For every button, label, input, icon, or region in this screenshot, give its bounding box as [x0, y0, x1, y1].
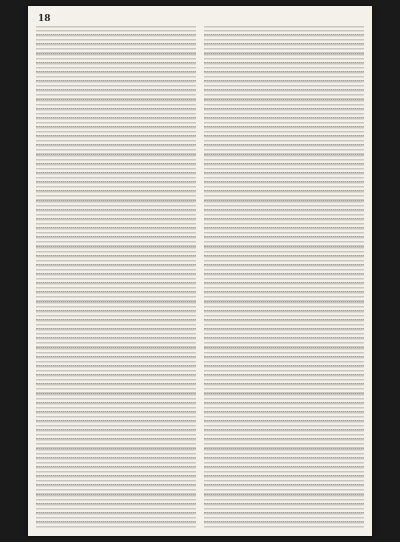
two-column-body [36, 26, 364, 530]
list-entry [36, 191, 196, 200]
list-entry [36, 90, 196, 99]
list-entry [36, 292, 196, 301]
list-entry [36, 384, 196, 393]
list-entry [204, 118, 364, 127]
list-entry [36, 449, 196, 458]
list-entry [36, 421, 196, 430]
list-entry [204, 72, 364, 81]
list-entry [204, 430, 364, 439]
list-entry [36, 485, 196, 494]
list-entry [204, 412, 364, 421]
list-entry [36, 274, 196, 283]
list-entry [204, 90, 364, 99]
list-entry [36, 476, 196, 485]
list-entry [204, 292, 364, 301]
list-entry [36, 219, 196, 228]
list-entry [36, 145, 196, 154]
list-entry [36, 522, 196, 530]
list-entry [204, 182, 364, 191]
list-entry [36, 81, 196, 90]
list-entry [36, 35, 196, 44]
list-entry [204, 136, 364, 145]
list-entry [36, 412, 196, 421]
list-entry [36, 54, 196, 63]
list-entry [204, 283, 364, 292]
list-entry [204, 63, 364, 72]
list-entry [36, 228, 196, 237]
list-entry [204, 100, 364, 109]
list-entry [36, 495, 196, 504]
list-entry [36, 256, 196, 265]
document-page [28, 6, 372, 536]
list-entry [36, 118, 196, 127]
list-entry [36, 182, 196, 191]
list-entry [36, 338, 196, 347]
list-entry [204, 26, 364, 35]
list-entry [204, 228, 364, 237]
list-entry [36, 375, 196, 384]
list-entry [36, 164, 196, 173]
list-entry [36, 439, 196, 448]
list-entry [204, 522, 364, 530]
list-entry [204, 476, 364, 485]
list-entry [204, 384, 364, 393]
list-entry [204, 191, 364, 200]
list-entry [204, 155, 364, 164]
list-entry [204, 54, 364, 63]
list-entry [36, 458, 196, 467]
list-entry [204, 439, 364, 448]
list-entry [204, 467, 364, 476]
list-entry [204, 81, 364, 90]
list-entry [36, 394, 196, 403]
list-entry [204, 513, 364, 522]
list-entry [36, 504, 196, 513]
list-entry [204, 357, 364, 366]
list-entry [204, 504, 364, 513]
list-entry [36, 127, 196, 136]
list-entry [36, 173, 196, 182]
list-entry [204, 458, 364, 467]
list-entry [36, 320, 196, 329]
list-entry [36, 403, 196, 412]
list-entry [36, 366, 196, 375]
list-entry [204, 265, 364, 274]
list-entry [204, 219, 364, 228]
list-entry [204, 237, 364, 246]
list-entry [204, 35, 364, 44]
list-entry [36, 348, 196, 357]
list-entry [36, 265, 196, 274]
list-entry [36, 100, 196, 109]
list-entry [36, 72, 196, 81]
list-entry [36, 430, 196, 439]
list-entry [204, 449, 364, 458]
list-entry [204, 485, 364, 494]
list-entry [36, 26, 196, 35]
list-entry [36, 109, 196, 118]
list-entry [36, 201, 196, 210]
list-entry [36, 210, 196, 219]
list-entry [204, 421, 364, 430]
list-entry [204, 311, 364, 320]
list-entry [204, 127, 364, 136]
list-entry [204, 495, 364, 504]
list-entry [204, 348, 364, 357]
list-entry [204, 274, 364, 283]
list-entry [204, 256, 364, 265]
list-entry [36, 357, 196, 366]
list-entry [204, 173, 364, 182]
list-entry [204, 210, 364, 219]
list-entry [36, 329, 196, 338]
list-entry [204, 302, 364, 311]
list-entry [36, 44, 196, 53]
list-entry [204, 109, 364, 118]
list-entry [36, 513, 196, 522]
right-column [204, 26, 364, 530]
list-entry [204, 375, 364, 384]
list-entry [36, 311, 196, 320]
list-entry [204, 329, 364, 338]
list-entry [204, 164, 364, 173]
list-entry [36, 63, 196, 72]
list-entry [204, 201, 364, 210]
list-entry [204, 320, 364, 329]
list-entry [204, 247, 364, 256]
list-entry [204, 366, 364, 375]
left-column [36, 26, 196, 530]
list-entry [204, 338, 364, 347]
list-entry [36, 302, 196, 311]
list-entry [36, 136, 196, 145]
list-entry [36, 467, 196, 476]
list-entry [36, 283, 196, 292]
list-entry [204, 394, 364, 403]
list-entry [204, 403, 364, 412]
list-entry [36, 237, 196, 246]
list-entry [36, 155, 196, 164]
list-entry [204, 44, 364, 53]
page-number: 18 [38, 14, 51, 24]
list-entry [204, 145, 364, 154]
list-entry [36, 247, 196, 256]
